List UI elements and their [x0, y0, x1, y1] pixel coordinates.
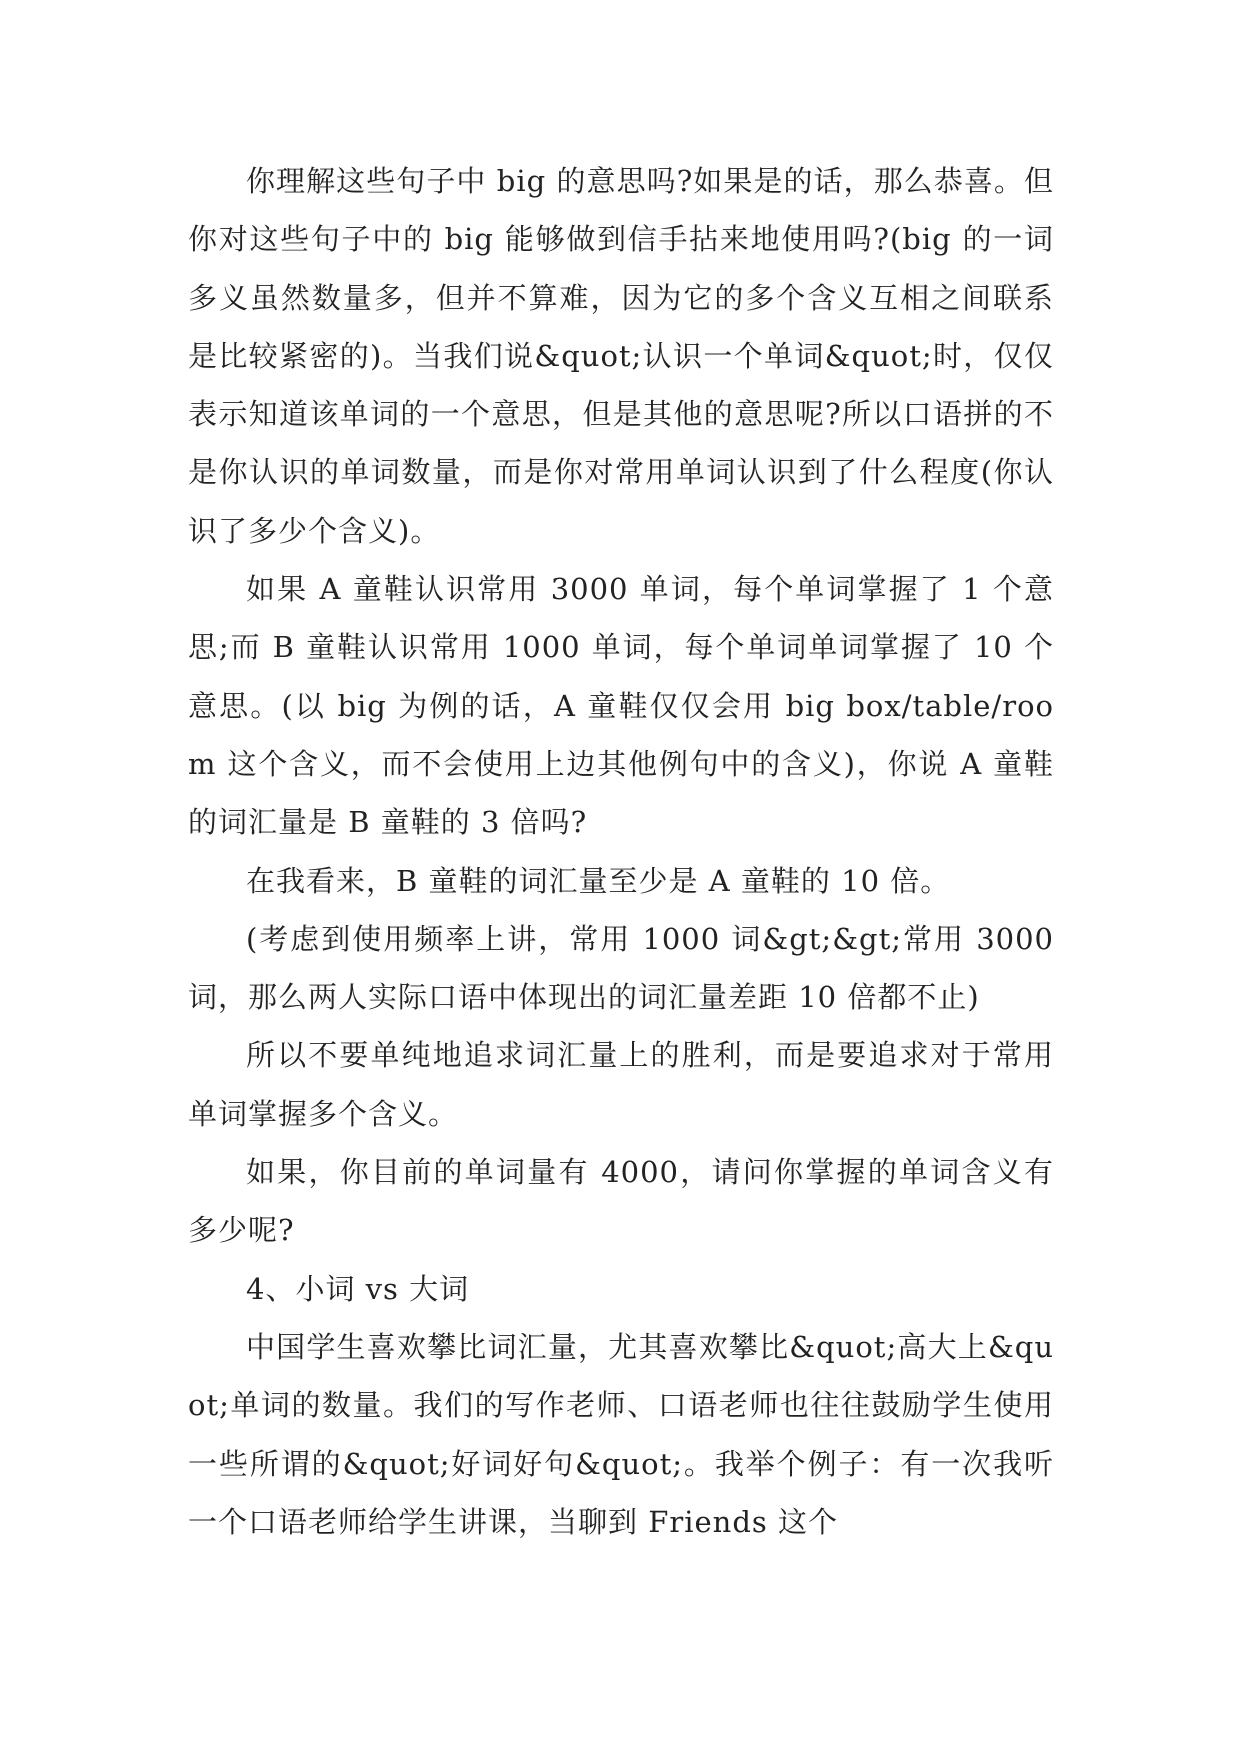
paragraph-7: 中国学生喜欢攀比词汇量，尤其喜欢攀比&quot;高大上&quot;单词的数量。我们的写作老师、口语老师也往往鼓励学生使用一些所谓的&quot;好词好句&quot;。我举个例子：有一次我听一个口语老师给学生讲课，当聊到 Friends 这个: [188, 1329, 1054, 1539]
document-body: [188, 152, 1054, 1551]
paragraph-3: 在我看来，B 童鞋的词汇量至少是 A 童鞋的 10 倍。: [246, 863, 951, 898]
paragraph-6: 如果，你目前的单词量有 4000，请问你掌握的单词含义有多少呢?: [188, 1155, 1054, 1248]
paragraph-1: 你理解这些句子中 big 的意思吗?如果是的话，那么恭喜。但你对这些句子中的 big 能够做到信手拈来地使用吗?(big 的一词多义虽然数量多，但并不算难，因为它的多个含义互相之间联系是比较紧密的)。当我们说&quot;认识一个单词&quot;时，仅仅表示知道该单词的一个意思，但是其他的意思呢?所以口语拼的不是你认识的单词数量，而是你对常用单词认识到了什么程度(你认识了多少个含义)。: [188, 164, 1054, 548]
paragraph-5: 所以不要单纯地追求词汇量上的胜利，而是要追求对于常用单词掌握多个含义。: [188, 1038, 1054, 1131]
paragraph-2: 如果 A 童鞋认识常用 3000 单词，每个单词掌握了 1 个意思;而 B 童鞋认识常用 1000 单词，每个单词单词掌握了 10 个意思。(以 big 为例的话，A 童鞋仅仅会用 big box/table/room 这个含义，而不会使用上边其他例句中的含义)，你说 A 童鞋的词汇量是 B 童鞋的 3 倍吗?: [188, 572, 1054, 840]
paragraph-4: (考虑到使用频率上讲，常用 1000 词&gt;&gt;常用 3000 词，那么两人实际口语中体现出的词汇量差距 10 倍都不止): [188, 921, 1054, 1015]
section-heading: 4、小词 vs 大词: [246, 1271, 470, 1306]
